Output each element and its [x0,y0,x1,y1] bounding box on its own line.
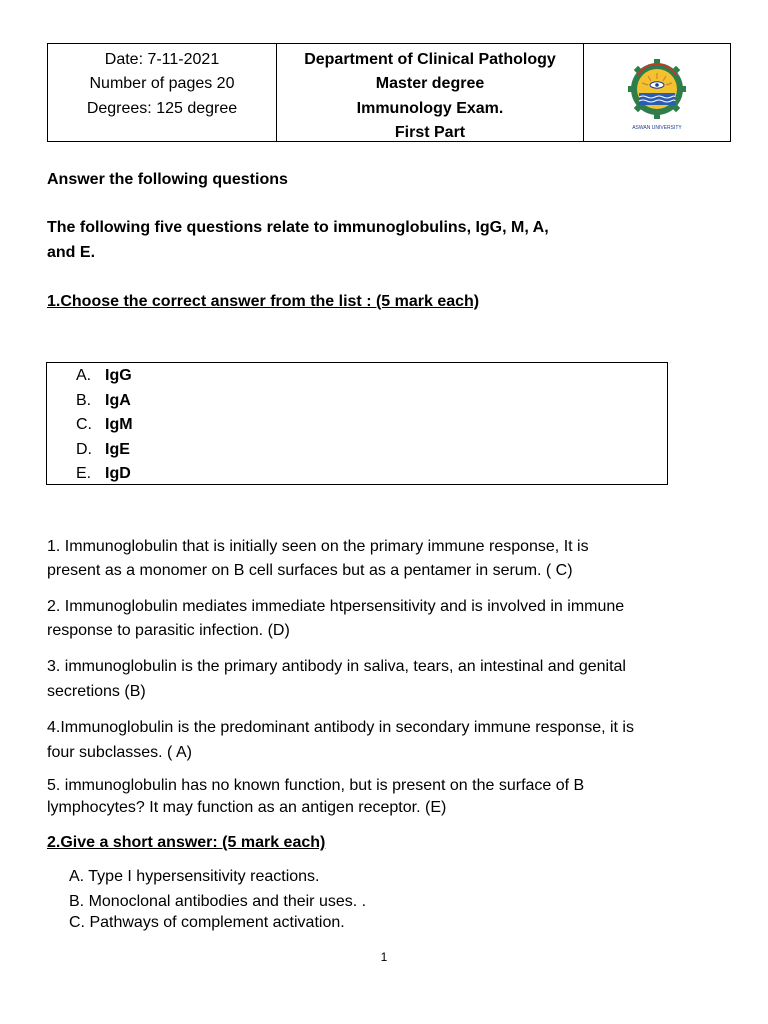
option-c [47,413,667,438]
header-logo-cell [584,44,730,141]
question-2-line-1: 2. Immunoglobulin mediates immediate htpersensitivity and is involved in immune [47,598,625,615]
question-3-line-2: secretions (B) [47,683,146,700]
question-3-line-1: 3. immunoglobulin is the primary antibody in saliva, tears, an intestinal and genital [47,658,626,675]
question-5-line-1: 5. immunoglobulin has no known function, but is present on the surface of B [47,777,585,794]
header-department-info [277,44,584,141]
page-number: 1 [380,950,388,964]
question-2-line-2: response to parasitic infection. (D) [47,622,290,639]
total-degrees: Degrees: 125 degree [86,99,238,117]
option-value: IgG [105,367,132,384]
option-letter: D. [76,440,92,458]
option-b [47,389,667,414]
context-line-1: The following five questions relate to immunoglobulins, IgG, M, A, [47,219,549,236]
section1-heading: 1.Choose the correct answer from the list : (5 mark each) [47,293,480,310]
page-count: Number of pages 20 [89,75,235,93]
option-letter: B. [76,391,92,409]
university-logo-icon [626,53,688,133]
question-4-line-1: 4.Immunoglobulin is the predominant antibody in secondary immune response, it is [47,719,634,736]
option-value: IgE [105,440,130,458]
option-value: IgA [105,391,131,409]
answer-options-box [46,362,668,485]
department-name: Department of Clinical Pathology [304,51,556,68]
option-d [47,438,667,463]
question-1-line-2: present as a monomer on B cell surfaces but as a pentamer in serum. ( C) [47,562,573,579]
option-letter: C. [76,416,92,433]
option-letter: A. [76,367,92,384]
degree-name: Master degree [375,75,485,93]
option-a [47,364,667,389]
context-line-2: and E. [47,244,96,261]
instruction-heading: Answer the following questions [47,171,288,188]
logo-caption: ASWAN UNIVERSITY [632,124,682,131]
option-e [47,462,667,487]
header-exam-info [48,44,277,141]
exam-date: Date: 7-11-2021 [104,51,220,68]
option-letter: E. [76,465,92,482]
question-1-line-1: 1. Immunoglobulin that is initially seen on the primary immune response, It is [47,538,589,555]
section2-heading: 2.Give a short answer: (5 mark each) [47,834,326,851]
option-value: IgD [105,465,131,482]
short-answer-item-b: B. Monoclonal antibodies and their uses. . [69,893,367,910]
exam-header-table [47,43,731,142]
short-answer-item-a: A. Type I hypersensitivity reactions. [69,868,320,885]
exam-part: First Part [394,123,466,141]
short-answer-item-c: C. Pathways of complement activation. [69,914,345,931]
question-5-line-2: lymphocytes? It may function as an antigen receptor. (E) [47,799,447,816]
exam-name: Immunology Exam. [356,99,504,117]
option-value: IgM [105,416,133,433]
question-4-line-2: four subclasses. ( A) [47,744,192,761]
